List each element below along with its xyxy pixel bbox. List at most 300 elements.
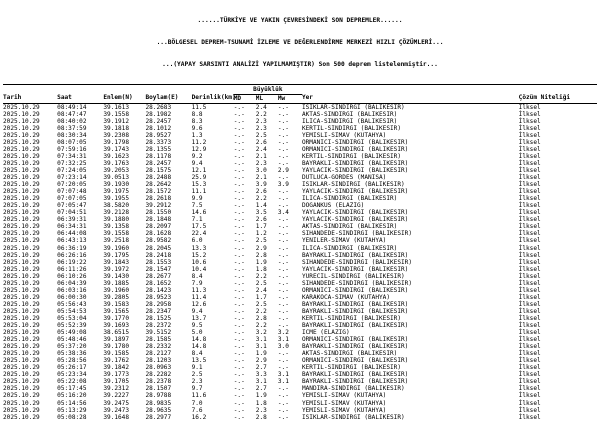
cell-latitude: 39.1843: [103, 258, 129, 266]
cell-ml: 1.8: [255, 399, 267, 407]
cell-place: BAYRAKLI-SINDIRGI (BALIKESIR): [301, 159, 409, 167]
cell-place: ILICA-SINDIRGI (BALIKESIR): [301, 117, 398, 125]
cell-latitude: 39.1358: [103, 223, 129, 231]
cell-quality: İlksel: [518, 124, 541, 132]
spacer-cell-2: [57, 86, 103, 94]
cell-time: 08:30:34: [57, 131, 87, 139]
table-row[interactable]: [3, 329, 597, 336]
cell-ml: 2.8: [255, 413, 267, 421]
cell-md: -.-: [233, 258, 245, 266]
table-row[interactable]: [3, 301, 597, 308]
cell-mw: 3.2: [277, 329, 289, 337]
cell-quality: İlksel: [518, 117, 541, 125]
cell-longitude: 28.2127: [145, 350, 172, 358]
page-banner: [3, 2, 597, 83]
cell-quality: İlksel: [518, 286, 541, 294]
cell-md: -.-: [233, 286, 245, 294]
table-row[interactable]: [3, 167, 597, 174]
table-row[interactable]: [3, 118, 597, 125]
cell-place: YEMISLI-SIMAV (KUTAHYA): [301, 131, 387, 139]
cell-mw: -.-: [277, 237, 289, 245]
table-row[interactable]: [3, 259, 597, 266]
cell-depth: 13.7: [191, 314, 207, 322]
cell-ml: 2.6: [255, 188, 267, 196]
cell-depth: 10.6: [191, 258, 207, 266]
cell-time: 06:10:26: [57, 272, 87, 280]
cell-ml: 2.5: [255, 300, 267, 308]
table-row[interactable]: [3, 237, 597, 244]
cell-date: 2025.10.29: [3, 392, 40, 400]
cell-quality: İlksel: [518, 202, 541, 210]
table-row[interactable]: [3, 266, 597, 273]
cell-quality: İlksel: [518, 350, 541, 358]
cell-place: ILICA-SINDIRGI (BALIKESIR): [301, 244, 398, 252]
cell-latitude: 39.1763: [103, 159, 129, 167]
table-row[interactable]: [3, 407, 597, 414]
cell-depth: 11.2: [191, 138, 207, 146]
cell-longitude: 28.2372: [145, 322, 172, 330]
cell-md: -.-: [233, 392, 245, 400]
cell-latitude: 39.1842: [103, 364, 129, 372]
table-row[interactable]: [3, 280, 597, 287]
table-row[interactable]: [3, 392, 597, 399]
cell-quality: İlksel: [518, 131, 541, 139]
cell-depth: 11.4: [191, 293, 207, 301]
cell-place: ORMANICI-SINDIRGI (BALIKESIR): [301, 286, 409, 294]
table-row[interactable]: [3, 146, 597, 153]
cell-depth: 9.4: [191, 307, 203, 315]
cell-depth: 15.2: [191, 251, 207, 259]
table-row[interactable]: [3, 111, 597, 118]
column-header-latitude: Enlem(N): [103, 94, 133, 102]
cell-quality: İlksel: [518, 343, 541, 351]
table-row[interactable]: [3, 287, 597, 294]
cell-md: -.-: [233, 131, 245, 139]
table-row[interactable]: [3, 174, 597, 181]
cell-time: 06:44:08: [57, 230, 87, 238]
cell-md: -.-: [233, 216, 245, 224]
cell-time: 06:11:26: [57, 265, 87, 273]
table-header: [3, 86, 597, 103]
cell-depth: 8.3: [191, 117, 203, 125]
cell-depth: 17.5: [191, 223, 207, 231]
cell-ml: 3.0: [255, 166, 267, 174]
cell-latitude: 39.2475: [103, 399, 129, 407]
table-row[interactable]: [3, 385, 597, 392]
cell-place: KERTIL-SINDIRGI (BALIKESIR): [301, 152, 402, 160]
cell-latitude: 39.1930: [103, 181, 129, 189]
table-row[interactable]: [3, 308, 597, 315]
cell-mw: -.-: [277, 279, 289, 287]
cell-time: 08:07:05: [57, 138, 87, 146]
cell-md: -.-: [233, 350, 245, 358]
cell-time: 06:36:19: [57, 244, 87, 252]
cell-ml: 2.5: [255, 131, 267, 139]
cell-depth: 13.5: [191, 357, 207, 365]
cell-latitude: 39.1623: [103, 152, 129, 160]
cell-longitude: 28.2488: [145, 174, 172, 182]
table-row[interactable]: [3, 188, 597, 195]
cell-time: 06:19:22: [57, 258, 87, 266]
table-body: [3, 104, 597, 421]
cell-date: 2025.10.29: [3, 406, 40, 414]
spacer-cell-1: [3, 86, 57, 94]
cell-longitude: 28.1012: [145, 124, 172, 132]
cell-ml: 1.9: [255, 392, 267, 400]
cell-mw: -.-: [277, 223, 289, 231]
cell-longitude: 28.1553: [145, 258, 172, 266]
cell-md: -.-: [233, 181, 245, 189]
spacer-cell-7: [519, 86, 597, 94]
cell-quality: İlksel: [518, 329, 541, 337]
cell-date: 2025.10.29: [3, 329, 40, 337]
cell-mw: -.-: [277, 399, 289, 407]
cell-longitude: 28.1652: [145, 279, 172, 287]
cell-depth: 8.8: [191, 110, 203, 118]
cell-latitude: 39.1743: [103, 145, 129, 153]
table-row[interactable]: [3, 223, 597, 230]
cell-time: 06:00:30: [57, 293, 87, 301]
table-row[interactable]: [3, 195, 597, 202]
cell-date: 2025.10.29: [3, 258, 40, 266]
cell-time: 05:22:08: [57, 378, 87, 386]
cell-time: 05:14:56: [57, 399, 87, 407]
cell-ml: 3.3: [255, 371, 267, 379]
table-row[interactable]: [3, 400, 597, 407]
table-row[interactable]: [3, 294, 597, 301]
cell-mw: -.-: [277, 131, 289, 139]
table-row[interactable]: [3, 252, 597, 259]
cell-date: 2025.10.29: [3, 272, 40, 280]
cell-mw: -.-: [277, 322, 289, 330]
cell-latitude: 39.1613: [103, 103, 129, 111]
cell-date: 2025.10.29: [3, 223, 40, 231]
cell-ml: 2.1: [255, 152, 267, 160]
cell-depth: 9.6: [191, 124, 203, 132]
cell-date: 2025.10.29: [3, 174, 40, 182]
cell-time: 06:34:31: [57, 223, 87, 231]
cell-time: 08:47:47: [57, 110, 87, 118]
cell-time: 05:08:28: [57, 413, 87, 421]
table-row[interactable]: [3, 350, 597, 357]
cell-quality: İlksel: [518, 174, 541, 182]
cell-latitude: 39.1565: [103, 307, 129, 315]
cell-place: YAYLACIK-SINDIRGI (BALIKESIR): [301, 265, 409, 273]
cell-depth: 9.7: [191, 385, 203, 393]
cell-longitude: 28.2677: [145, 272, 172, 280]
cell-place: SIHANDEDE-SINDIRGI (BALIKESIR): [301, 230, 413, 238]
cell-depth: 8.4: [191, 350, 203, 358]
cell-depth: 7.9: [191, 279, 203, 287]
cell-ml: 2.5: [255, 237, 267, 245]
cell-ml: 2.4: [255, 103, 267, 111]
cell-depth: 7.5: [191, 202, 203, 210]
cell-place: SIHANDEDE-SINDIRGI (BALIKESIR): [301, 279, 413, 287]
cell-mw: 3.4: [277, 209, 289, 217]
table-row[interactable]: [3, 378, 597, 385]
cell-quality: İlksel: [518, 166, 541, 174]
table-row[interactable]: [3, 343, 597, 350]
cell-time: 05:37:20: [57, 343, 87, 351]
cell-date: 2025.10.29: [3, 195, 40, 203]
cell-date: 2025.10.29: [3, 314, 40, 322]
cell-quality: İlksel: [518, 272, 541, 280]
cell-latitude: 39.1762: [103, 357, 129, 365]
cell-mw: -.-: [277, 286, 289, 294]
table-row[interactable]: [3, 216, 597, 223]
table-row[interactable]: [3, 357, 597, 364]
cell-quality: İlksel: [518, 138, 541, 146]
banner-line-3: ...(YAPAY SARSINTI ANALİZİ YAPILMAMIŞTIR) Son 500 deprem listelenmiştir...: [162, 61, 438, 69]
cell-ml: 1.8: [255, 265, 267, 273]
cell-longitude: 39.5152: [145, 329, 172, 337]
cell-depth: 7.6: [191, 406, 203, 414]
cell-time: 05:28:56: [57, 357, 87, 365]
cell-mw: -.-: [277, 188, 289, 196]
cell-latitude: 39.1780: [103, 343, 129, 351]
column-header-md: MD: [233, 94, 242, 102]
cell-mw: 3.0: [277, 343, 289, 351]
cell-longitude: 28.2457: [145, 159, 172, 167]
cell-mw: 3.1: [277, 336, 289, 344]
cell-date: 2025.10.29: [3, 293, 40, 301]
cell-date: 2025.10.29: [3, 385, 40, 393]
cell-quality: İlksel: [518, 223, 541, 231]
cell-ml: 1.9: [255, 350, 267, 358]
cell-date: 2025.10.29: [3, 138, 40, 146]
cell-quality: İlksel: [518, 195, 541, 203]
cell-longitude: 28.1178: [145, 152, 172, 160]
cell-depth: 9.1: [191, 364, 203, 372]
cell-md: -.-: [233, 152, 245, 160]
cell-mw: -.-: [277, 159, 289, 167]
table-row[interactable]: [3, 336, 597, 343]
cell-latitude: 39.1955: [103, 195, 129, 203]
cell-depth: 7.0: [191, 399, 203, 407]
cell-md: -.-: [233, 357, 245, 365]
column-header-depth: Derinlik(km): [191, 94, 236, 102]
table-row[interactable]: [3, 132, 597, 139]
table-row[interactable]: [3, 153, 597, 160]
cell-depth: 2.5: [191, 371, 203, 379]
banner-line-1: ......TÜRKİYE VE YAKIN ÇEVRESİNDEKİ SON DEPREMLER......: [197, 16, 403, 24]
cell-ml: 1.7: [255, 223, 267, 231]
cell-quality: İlksel: [518, 357, 541, 365]
table-row[interactable]: [3, 139, 597, 146]
cell-latitude: 39.1897: [103, 336, 129, 344]
cell-longitude: 28.2282: [145, 371, 172, 379]
cell-md: -.-: [233, 244, 245, 252]
cell-time: 07:20:05: [57, 181, 87, 189]
cell-place: ORMANICI-SINDIRGI (BALIKESIR): [301, 357, 409, 365]
cell-date: 2025.10.29: [3, 322, 40, 330]
cell-time: 07:59:16: [57, 145, 87, 153]
cell-place: YEMISLI-SIMAV (KUTAHYA): [301, 399, 387, 407]
cell-ml: 2.2: [255, 322, 267, 330]
cell-md: -.-: [233, 272, 245, 280]
cell-latitude: 39.2518: [103, 237, 129, 245]
cell-latitude: 39.1960: [103, 286, 129, 294]
cell-date: 2025.10.29: [3, 413, 40, 421]
table-row[interactable]: [3, 209, 597, 216]
cell-mw: -.-: [277, 307, 289, 315]
cell-mw: -.-: [277, 195, 289, 203]
cell-mw: -.-: [277, 202, 289, 210]
cell-mw: -.-: [277, 272, 289, 280]
cell-date: 2025.10.29: [3, 357, 40, 365]
cell-time: 06:39:31: [57, 216, 87, 224]
cell-ml: 2.9: [255, 244, 267, 252]
cell-longitude: 28.2958: [145, 300, 172, 308]
table-row[interactable]: [3, 315, 597, 322]
spacer-cell-3: [103, 86, 145, 94]
cell-longitude: 28.2683: [145, 103, 172, 111]
magnitude-group-header: Büyüklük: [234, 86, 302, 94]
table-row[interactable]: [3, 364, 597, 371]
table-row[interactable]: [3, 245, 597, 252]
cell-latitude: 38.6515: [103, 329, 129, 337]
cell-place: BAYRAKLI-SINDIRGI (BALIKESIR): [301, 322, 409, 330]
cell-place: YURECIL-SINDIRGI (BALIKESIR): [301, 272, 405, 280]
cell-md: -.-: [233, 230, 245, 238]
cell-longitude: 28.1848: [145, 216, 172, 224]
cell-latitude: 39.1773: [103, 371, 129, 379]
cell-quality: İlksel: [518, 216, 541, 224]
cell-quality: İlksel: [518, 159, 541, 167]
cell-ml: 2.6: [255, 138, 267, 146]
cell-latitude: 39.1972: [103, 265, 129, 273]
table-row[interactable]: [3, 273, 597, 280]
cell-latitude: 39.2053: [103, 166, 129, 174]
table-row[interactable]: [3, 414, 597, 421]
cell-depth: 11.5: [191, 103, 207, 111]
cell-mw: -.-: [277, 406, 289, 414]
cell-longitude: 39.2912: [145, 202, 172, 210]
cell-longitude: 28.1628: [145, 230, 172, 238]
table-row[interactable]: [3, 160, 597, 167]
cell-depth: 9.2: [191, 152, 203, 160]
magnitude-group-row: [3, 86, 597, 94]
column-header-mw: Mw: [277, 94, 286, 102]
cell-longitude: 28.9582: [145, 237, 172, 245]
table-row[interactable]: [3, 371, 597, 378]
cell-place: AKTAS-SINDIRGI (BALIKESIR): [301, 350, 398, 358]
cell-longitude: 28.1575: [145, 166, 172, 174]
cell-latitude: 39.1585: [103, 350, 129, 358]
cell-date: 2025.10.29: [3, 209, 40, 217]
table-row[interactable]: [3, 230, 597, 237]
cell-md: -.-: [233, 314, 245, 322]
cell-ml: 2.6: [255, 216, 267, 224]
cell-time: 05:48:46: [57, 336, 87, 344]
cell-depth: 8.4: [191, 272, 203, 280]
cell-ml: 2.3: [255, 117, 267, 125]
cell-place: YEMISLI-SIMAV (KUTAHYA): [301, 406, 387, 414]
cell-depth: 12.1: [191, 166, 207, 174]
cell-time: 05:54:53: [57, 307, 87, 315]
cell-date: 2025.10.29: [3, 145, 40, 153]
table-row[interactable]: [3, 202, 597, 209]
cell-ml: 2.4: [255, 286, 267, 294]
table-row[interactable]: [3, 104, 597, 111]
cell-md: -.-: [233, 202, 245, 210]
cell-md: -.-: [233, 251, 245, 259]
cell-longitude: 28.1982: [145, 110, 172, 118]
cell-time: 05:53:04: [57, 314, 87, 322]
cell-mw: -.-: [277, 357, 289, 365]
cell-ml: 2.2: [255, 195, 267, 203]
cell-mw: -.-: [277, 364, 289, 372]
cell-quality: İlksel: [518, 314, 541, 322]
table-row[interactable]: [3, 181, 597, 188]
cell-mw: -.-: [277, 124, 289, 132]
cell-ml: 3.1: [255, 378, 267, 386]
cell-ml: 3.9: [255, 181, 267, 189]
cell-quality: İlksel: [518, 371, 541, 379]
cell-place: ORMANICI-SINDIRGI (BALIKESIR): [301, 145, 409, 153]
table-row[interactable]: [3, 322, 597, 329]
cell-mw: -.-: [277, 145, 289, 153]
cell-mw: -.-: [277, 230, 289, 238]
cell-place: BAYRAKLI-SINDIRGI (BALIKESIR): [301, 343, 409, 351]
cell-mw: -.-: [277, 110, 289, 118]
cell-ml: 2.1: [255, 174, 267, 182]
cell-latitude: 39.2227: [103, 392, 129, 400]
cell-ml: 2.3: [255, 406, 267, 414]
cell-time: 06:03:16: [57, 286, 87, 294]
cell-date: 2025.10.29: [3, 131, 40, 139]
cell-latitude: 39.1818: [103, 124, 129, 132]
cell-quality: İlksel: [518, 209, 541, 217]
cell-place: YENILER-SIMAV (KUTAHYA): [301, 237, 387, 245]
cell-ml: 2.7: [255, 364, 267, 372]
table-row[interactable]: [3, 125, 597, 132]
cell-place: ISIKLAR-SINDIRGI (BALIKESIR): [301, 103, 405, 111]
cell-latitude: 39.1912: [103, 117, 129, 125]
cell-depth: 9.5: [191, 322, 203, 330]
cell-latitude: 39.1430: [103, 272, 129, 280]
cell-longitude: 28.1585: [145, 336, 172, 344]
cell-place: MANDIRA-SINDIRGI (BALIKESIR): [301, 385, 405, 393]
cell-date: 2025.10.29: [3, 166, 40, 174]
cell-place: DUTLUCA-GORDES (MANISA): [301, 174, 387, 182]
cell-mw: 2.9: [277, 166, 289, 174]
cell-quality: İlksel: [518, 392, 541, 400]
cell-time: 05:13:29: [57, 406, 87, 414]
cell-place: AKTAS-SINDIRGI (BALIKESIR): [301, 110, 398, 118]
cell-md: -.-: [233, 399, 245, 407]
cell-ml: 1.4: [255, 202, 267, 210]
cell-depth: 2.3: [191, 378, 203, 386]
cell-mw: 3.9: [277, 181, 289, 189]
cell-mw: -.-: [277, 138, 289, 146]
cell-longitude: 28.2347: [145, 307, 172, 315]
cell-ml: 2.4: [255, 145, 267, 153]
cell-place: BAYRAKLI-SINDIRGI (BALIKESIR): [301, 251, 409, 259]
cell-date: 2025.10.29: [3, 159, 40, 167]
cell-ml: 2.2: [255, 272, 267, 280]
cell-ml: 2.3: [255, 124, 267, 132]
cell-longitude: 28.0963: [145, 364, 172, 372]
cell-date: 2025.10.29: [3, 336, 40, 344]
cell-place: AKTAS-SINDIRGI (BALIKESIR): [301, 223, 398, 231]
cell-time: 07:05:47: [57, 202, 87, 210]
cell-latitude: 39.2473: [103, 406, 129, 414]
cell-md: -.-: [233, 336, 245, 344]
cell-date: 2025.10.29: [3, 152, 40, 160]
cell-longitude: 28.1525: [145, 314, 172, 322]
cell-quality: İlksel: [518, 244, 541, 252]
